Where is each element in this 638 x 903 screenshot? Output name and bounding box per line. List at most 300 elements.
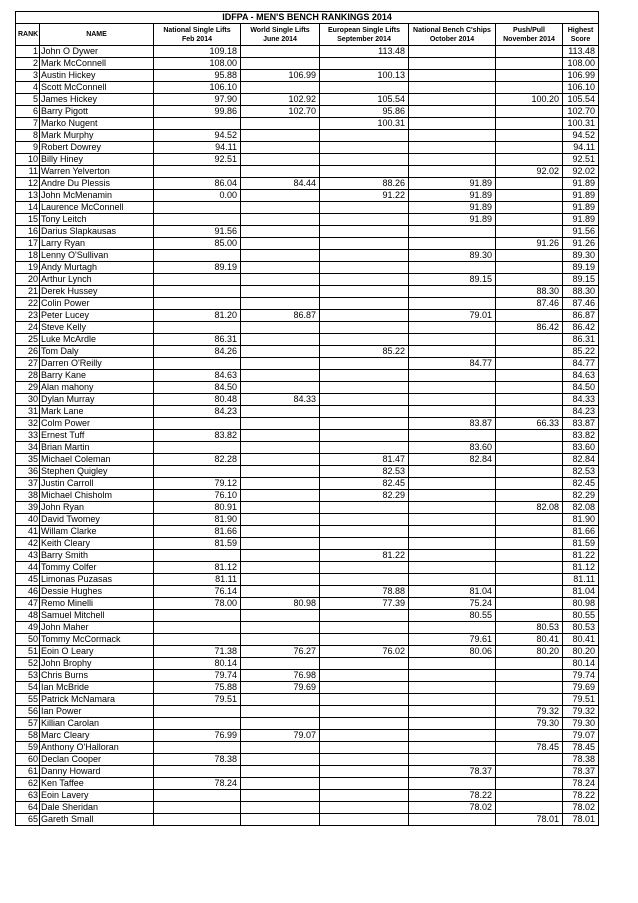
- name-cell: Limonas Puzasas: [40, 574, 154, 586]
- highest-score-cell: 82.53: [563, 466, 599, 478]
- table-row: [16, 70, 599, 82]
- national-single-lifts-cell: [154, 814, 241, 826]
- name-cell: Robert Dowrey: [40, 142, 154, 154]
- table-row: [16, 574, 599, 586]
- highest-score-cell: 81.11: [563, 574, 599, 586]
- world-single-lifts-cell: [241, 694, 320, 706]
- national-single-lifts-cell: 84.63: [154, 370, 241, 382]
- table-row: [16, 646, 599, 658]
- highest-score-cell: 79.51: [563, 694, 599, 706]
- rank-cell: 28: [16, 370, 40, 382]
- highest-score-cell: 106.10: [563, 82, 599, 94]
- name-cell: Barry Kane: [40, 370, 154, 382]
- world-single-lifts-cell: [241, 298, 320, 310]
- national-bench-cell: 83.60: [409, 442, 496, 454]
- push-pull-cell: [496, 394, 563, 406]
- push-pull-cell: [496, 730, 563, 742]
- european-single-lifts-cell: 85.22: [320, 346, 409, 358]
- push-pull-cell: [496, 46, 563, 58]
- table-row: [16, 94, 599, 106]
- name-cell: Samuel Mitchell: [40, 610, 154, 622]
- push-pull-cell: [496, 274, 563, 286]
- world-single-lifts-cell: [241, 766, 320, 778]
- national-bench-cell: [409, 814, 496, 826]
- world-single-lifts-cell: [241, 466, 320, 478]
- rank-cell: 4: [16, 82, 40, 94]
- name-cell: Eoin Lavery: [40, 790, 154, 802]
- highest-score-cell: 81.90: [563, 514, 599, 526]
- national-single-lifts-cell: 80.48: [154, 394, 241, 406]
- highest-score-cell: 85.22: [563, 346, 599, 358]
- world-single-lifts-cell: [241, 742, 320, 754]
- rank-cell: 22: [16, 298, 40, 310]
- table-row: [16, 406, 599, 418]
- national-single-lifts-cell: 81.66: [154, 526, 241, 538]
- highest-score-cell: 91.89: [563, 214, 599, 226]
- table-row: [16, 790, 599, 802]
- european-single-lifts-cell: 82.45: [320, 478, 409, 490]
- world-single-lifts-cell: [241, 622, 320, 634]
- national-bench-cell: [409, 406, 496, 418]
- name-cell: Stephen Quigley: [40, 466, 154, 478]
- world-single-lifts-cell: [241, 490, 320, 502]
- table-row: [16, 46, 599, 58]
- european-single-lifts-cell: [320, 658, 409, 670]
- world-single-lifts-cell: 84.44: [241, 178, 320, 190]
- header-row: [16, 24, 599, 46]
- name-cell: Andre Du Plessis: [40, 178, 154, 190]
- national-single-lifts-cell: 81.20: [154, 310, 241, 322]
- name-cell: Lenny O'Sullivan: [40, 250, 154, 262]
- national-single-lifts-cell: [154, 802, 241, 814]
- european-single-lifts-cell: [320, 574, 409, 586]
- name-cell: Luke McArdle: [40, 334, 154, 346]
- rank-cell: 18: [16, 250, 40, 262]
- european-single-lifts-cell: [320, 382, 409, 394]
- table-row: [16, 262, 599, 274]
- name-cell: Ernest Tuff: [40, 430, 154, 442]
- european-single-lifts-cell: [320, 286, 409, 298]
- push-pull-cell: [496, 130, 563, 142]
- national-single-lifts-cell: [154, 766, 241, 778]
- national-bench-cell: [409, 658, 496, 670]
- push-pull-cell: [496, 598, 563, 610]
- national-bench-cell: [409, 742, 496, 754]
- table-row: [16, 634, 599, 646]
- push-pull-cell: [496, 346, 563, 358]
- header-date: June 2014: [263, 35, 297, 43]
- highest-score-cell: 79.69: [563, 682, 599, 694]
- rank-cell: 39: [16, 502, 40, 514]
- push-pull-cell: [496, 526, 563, 538]
- national-bench-cell: [409, 286, 496, 298]
- name-cell: Remo Minelli: [40, 598, 154, 610]
- european-single-lifts-cell: [320, 718, 409, 730]
- highest-score-cell: 78.02: [563, 802, 599, 814]
- table-row: [16, 58, 599, 70]
- national-single-lifts-cell: 99.86: [154, 106, 241, 118]
- push-pull-cell: 80.41: [496, 634, 563, 646]
- push-pull-cell: [496, 562, 563, 574]
- national-bench-cell: 84.77: [409, 358, 496, 370]
- highest-score-cell: 82.08: [563, 502, 599, 514]
- european-single-lifts-cell: [320, 394, 409, 406]
- table-row: [16, 550, 599, 562]
- national-bench-cell: [409, 334, 496, 346]
- header-world-single-lifts: [241, 24, 320, 46]
- national-bench-cell: [409, 490, 496, 502]
- national-bench-cell: [409, 166, 496, 178]
- highest-score-cell: 89.19: [563, 262, 599, 274]
- world-single-lifts-cell: [241, 322, 320, 334]
- national-bench-cell: [409, 550, 496, 562]
- european-single-lifts-cell: [320, 214, 409, 226]
- national-bench-cell: [409, 70, 496, 82]
- rank-cell: 41: [16, 526, 40, 538]
- rank-cell: 25: [16, 334, 40, 346]
- table-row: [16, 694, 599, 706]
- world-single-lifts-cell: [241, 358, 320, 370]
- rank-cell: 64: [16, 802, 40, 814]
- national-bench-cell: 78.02: [409, 802, 496, 814]
- highest-score-cell: 88.30: [563, 286, 599, 298]
- european-single-lifts-cell: [320, 82, 409, 94]
- rank-cell: 58: [16, 730, 40, 742]
- national-single-lifts-cell: 81.11: [154, 574, 241, 586]
- push-pull-cell: [496, 214, 563, 226]
- rank-cell: 44: [16, 562, 40, 574]
- european-single-lifts-cell: 95.86: [320, 106, 409, 118]
- european-single-lifts-cell: [320, 526, 409, 538]
- rank-cell: 5: [16, 94, 40, 106]
- national-single-lifts-cell: [154, 442, 241, 454]
- rank-cell: 17: [16, 238, 40, 250]
- table-row: [16, 814, 599, 826]
- table-row: [16, 418, 599, 430]
- national-bench-cell: 89.30: [409, 250, 496, 262]
- push-pull-cell: [496, 802, 563, 814]
- world-single-lifts-cell: [241, 538, 320, 550]
- world-single-lifts-cell: [241, 562, 320, 574]
- name-cell: David Twomey: [40, 514, 154, 526]
- rank-cell: 43: [16, 550, 40, 562]
- european-single-lifts-cell: [320, 622, 409, 634]
- highest-score-cell: 94.52: [563, 130, 599, 142]
- national-bench-cell: 89.15: [409, 274, 496, 286]
- push-pull-cell: [496, 406, 563, 418]
- push-pull-cell: [496, 586, 563, 598]
- page-title: IDFPA - MEN'S BENCH RANKINGS 2014: [16, 12, 599, 24]
- push-pull-cell: [496, 370, 563, 382]
- national-bench-cell: [409, 238, 496, 250]
- highest-score-cell: 79.32: [563, 706, 599, 718]
- european-single-lifts-cell: 76.02: [320, 646, 409, 658]
- national-single-lifts-cell: 83.82: [154, 430, 241, 442]
- table-row: [16, 622, 599, 634]
- highest-score-cell: 105.54: [563, 94, 599, 106]
- name-cell: Declan Cooper: [40, 754, 154, 766]
- highest-score-cell: 84.50: [563, 382, 599, 394]
- name-cell: Ken Taffee: [40, 778, 154, 790]
- national-single-lifts-cell: 76.10: [154, 490, 241, 502]
- highest-score-cell: 113.48: [563, 46, 599, 58]
- national-bench-cell: 91.89: [409, 202, 496, 214]
- national-bench-cell: 91.89: [409, 190, 496, 202]
- world-single-lifts-cell: [241, 262, 320, 274]
- world-single-lifts-cell: [241, 226, 320, 238]
- table-row: [16, 430, 599, 442]
- name-cell: John Maher: [40, 622, 154, 634]
- rank-cell: 24: [16, 322, 40, 334]
- highest-score-cell: 91.89: [563, 178, 599, 190]
- world-single-lifts-cell: [241, 574, 320, 586]
- rank-cell: 21: [16, 286, 40, 298]
- header-rank: RANK: [16, 24, 40, 46]
- push-pull-cell: 82.08: [496, 502, 563, 514]
- table-row: [16, 502, 599, 514]
- national-single-lifts-cell: 81.12: [154, 562, 241, 574]
- national-bench-cell: [409, 694, 496, 706]
- rank-cell: 32: [16, 418, 40, 430]
- national-single-lifts-cell: [154, 550, 241, 562]
- national-single-lifts-cell: [154, 214, 241, 226]
- european-single-lifts-cell: [320, 778, 409, 790]
- name-cell: Brian Martin: [40, 442, 154, 454]
- national-bench-cell: [409, 514, 496, 526]
- push-pull-cell: [496, 226, 563, 238]
- name-cell: Keith Cleary: [40, 538, 154, 550]
- name-cell: Ian McBride: [40, 682, 154, 694]
- rank-cell: 45: [16, 574, 40, 586]
- highest-score-cell: 81.59: [563, 538, 599, 550]
- national-bench-cell: [409, 706, 496, 718]
- name-cell: Justin Carroll: [40, 478, 154, 490]
- national-single-lifts-cell: [154, 742, 241, 754]
- rank-cell: 33: [16, 430, 40, 442]
- rank-cell: 62: [16, 778, 40, 790]
- european-single-lifts-cell: [320, 562, 409, 574]
- table-row: [16, 142, 599, 154]
- table-row: [16, 442, 599, 454]
- european-single-lifts-cell: [320, 694, 409, 706]
- world-single-lifts-cell: [241, 382, 320, 394]
- push-pull-cell: [496, 454, 563, 466]
- national-single-lifts-cell: 97.90: [154, 94, 241, 106]
- push-pull-cell: 91.26: [496, 238, 563, 250]
- table-row: [16, 202, 599, 214]
- header-label: World Single Lifts: [250, 26, 310, 34]
- rank-cell: 34: [16, 442, 40, 454]
- highest-score-cell: 78.24: [563, 778, 599, 790]
- header-european-single-lifts: [320, 24, 409, 46]
- table-row: [16, 298, 599, 310]
- rank-cell: 51: [16, 646, 40, 658]
- world-single-lifts-cell: [241, 142, 320, 154]
- name-cell: Barry Pigott: [40, 106, 154, 118]
- national-bench-cell: [409, 262, 496, 274]
- european-single-lifts-cell: [320, 634, 409, 646]
- national-single-lifts-cell: [154, 298, 241, 310]
- national-single-lifts-cell: 86.31: [154, 334, 241, 346]
- national-single-lifts-cell: 108.00: [154, 58, 241, 70]
- rank-cell: 16: [16, 226, 40, 238]
- name-cell: Eoin O Leary: [40, 646, 154, 658]
- national-single-lifts-cell: [154, 322, 241, 334]
- national-single-lifts-cell: [154, 790, 241, 802]
- national-bench-cell: [409, 226, 496, 238]
- european-single-lifts-cell: [320, 670, 409, 682]
- european-single-lifts-cell: [320, 226, 409, 238]
- national-bench-cell: [409, 322, 496, 334]
- push-pull-cell: 79.30: [496, 718, 563, 730]
- push-pull-cell: [496, 670, 563, 682]
- rank-cell: 59: [16, 742, 40, 754]
- name-cell: Gareth Small: [40, 814, 154, 826]
- national-single-lifts-cell: 84.26: [154, 346, 241, 358]
- national-single-lifts-cell: 80.14: [154, 658, 241, 670]
- push-pull-cell: 80.20: [496, 646, 563, 658]
- world-single-lifts-cell: [241, 118, 320, 130]
- name-cell: Dale Sheridan: [40, 802, 154, 814]
- world-single-lifts-cell: [241, 430, 320, 442]
- world-single-lifts-cell: [241, 478, 320, 490]
- push-pull-cell: [496, 754, 563, 766]
- rank-cell: 57: [16, 718, 40, 730]
- national-single-lifts-cell: 89.19: [154, 262, 241, 274]
- push-pull-cell: [496, 262, 563, 274]
- table-row: [16, 766, 599, 778]
- national-single-lifts-cell: [154, 622, 241, 634]
- european-single-lifts-cell: [320, 730, 409, 742]
- name-cell: Colm Power: [40, 418, 154, 430]
- push-pull-cell: [496, 694, 563, 706]
- highest-score-cell: 83.82: [563, 430, 599, 442]
- table-row: [16, 226, 599, 238]
- european-single-lifts-cell: [320, 238, 409, 250]
- national-bench-cell: [409, 574, 496, 586]
- push-pull-cell: 86.42: [496, 322, 563, 334]
- national-single-lifts-cell: 84.23: [154, 406, 241, 418]
- national-bench-cell: 78.37: [409, 766, 496, 778]
- national-single-lifts-cell: 80.91: [154, 502, 241, 514]
- push-pull-cell: [496, 514, 563, 526]
- push-pull-cell: 78.01: [496, 814, 563, 826]
- national-bench-cell: [409, 622, 496, 634]
- highest-score-cell: 89.30: [563, 250, 599, 262]
- table-row: [16, 670, 599, 682]
- european-single-lifts-cell: [320, 766, 409, 778]
- highest-score-cell: 84.33: [563, 394, 599, 406]
- highest-score-cell: 79.07: [563, 730, 599, 742]
- push-pull-cell: [496, 250, 563, 262]
- table-row: [16, 370, 599, 382]
- highest-score-cell: 80.98: [563, 598, 599, 610]
- highest-score-cell: 84.77: [563, 358, 599, 370]
- european-single-lifts-cell: [320, 406, 409, 418]
- name-cell: Darius Slapkausas: [40, 226, 154, 238]
- push-pull-cell: [496, 190, 563, 202]
- table-row: [16, 286, 599, 298]
- table-row: [16, 610, 599, 622]
- european-single-lifts-cell: 77.39: [320, 598, 409, 610]
- national-single-lifts-cell: 94.11: [154, 142, 241, 154]
- national-bench-cell: [409, 682, 496, 694]
- header-date: Score: [570, 35, 591, 43]
- european-single-lifts-cell: [320, 250, 409, 262]
- world-single-lifts-cell: [241, 658, 320, 670]
- european-single-lifts-cell: [320, 142, 409, 154]
- rank-cell: 26: [16, 346, 40, 358]
- national-bench-cell: 78.22: [409, 790, 496, 802]
- world-single-lifts-cell: [241, 286, 320, 298]
- national-bench-cell: [409, 730, 496, 742]
- name-cell: Tom Daly: [40, 346, 154, 358]
- highest-score-cell: 91.89: [563, 202, 599, 214]
- push-pull-cell: 66.33: [496, 418, 563, 430]
- table-row: [16, 454, 599, 466]
- highest-score-cell: 81.12: [563, 562, 599, 574]
- name-cell: Andy Murtagh: [40, 262, 154, 274]
- highest-score-cell: 82.45: [563, 478, 599, 490]
- highest-score-cell: 82.29: [563, 490, 599, 502]
- national-single-lifts-cell: [154, 286, 241, 298]
- push-pull-cell: [496, 106, 563, 118]
- table-row: [16, 358, 599, 370]
- world-single-lifts-cell: [241, 586, 320, 598]
- rank-cell: 60: [16, 754, 40, 766]
- table-row: [16, 778, 599, 790]
- national-bench-cell: 81.04: [409, 586, 496, 598]
- highest-score-cell: 106.99: [563, 70, 599, 82]
- national-bench-cell: [409, 718, 496, 730]
- highest-score-cell: 82.84: [563, 454, 599, 466]
- european-single-lifts-cell: [320, 202, 409, 214]
- highest-score-cell: 81.66: [563, 526, 599, 538]
- highest-score-cell: 92.02: [563, 166, 599, 178]
- national-bench-cell: [409, 778, 496, 790]
- national-bench-cell: [409, 502, 496, 514]
- world-single-lifts-cell: [241, 334, 320, 346]
- rank-cell: 30: [16, 394, 40, 406]
- european-single-lifts-cell: 81.47: [320, 454, 409, 466]
- table-row: [16, 214, 599, 226]
- header-label: European Single Lifts: [328, 26, 400, 34]
- name-cell: Willam Clarke: [40, 526, 154, 538]
- highest-score-cell: 80.53: [563, 622, 599, 634]
- name-cell: Billy Hiney: [40, 154, 154, 166]
- highest-score-cell: 87.46: [563, 298, 599, 310]
- european-single-lifts-cell: [320, 130, 409, 142]
- national-bench-cell: [409, 346, 496, 358]
- rank-cell: 38: [16, 490, 40, 502]
- european-single-lifts-cell: 81.22: [320, 550, 409, 562]
- world-single-lifts-cell: [241, 214, 320, 226]
- header-date: September 2014: [337, 35, 391, 43]
- highest-score-cell: 83.87: [563, 418, 599, 430]
- table-row: [16, 322, 599, 334]
- european-single-lifts-cell: [320, 370, 409, 382]
- european-single-lifts-cell: [320, 814, 409, 826]
- table-row: [16, 238, 599, 250]
- world-single-lifts-cell: [241, 706, 320, 718]
- national-bench-cell: [409, 58, 496, 70]
- name-cell: Chris Burns: [40, 670, 154, 682]
- national-bench-cell: [409, 46, 496, 58]
- table-row: [16, 538, 599, 550]
- highest-score-cell: 91.89: [563, 190, 599, 202]
- header-push-pull: [496, 24, 563, 46]
- header-name: NAME: [40, 24, 154, 46]
